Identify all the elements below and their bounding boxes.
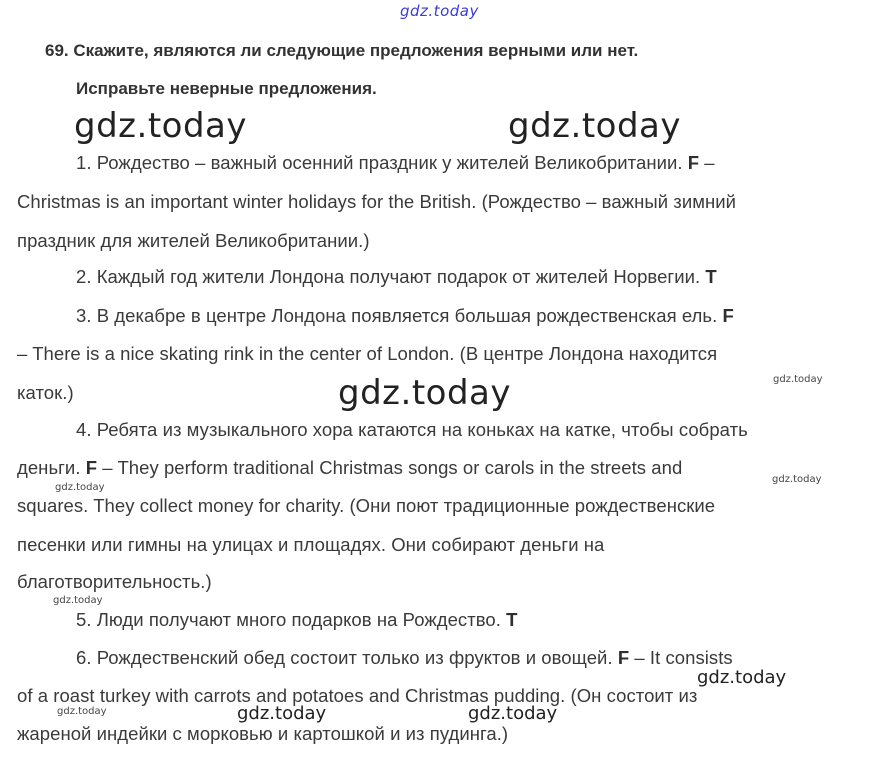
item-2-text: 2. Каждый год жители Лондона получают подарок от жителей Норвегии. (76, 266, 706, 287)
item-4-line-2 (17, 457, 682, 479)
item-1-mark: F (687, 152, 700, 173)
item-6-text: 6. Рождественский обед состоит только из фруктов и овощей. (76, 647, 618, 668)
watermark-small-2: gdz.today (55, 482, 105, 493)
item-6-line-3: жареной индейки с морковью и картошкой и из пудинга.) (17, 723, 509, 744)
watermark-top: gdz.today (400, 2, 479, 20)
item-2-mark: T (705, 266, 717, 287)
item-4-text-end: – They perform traditional Christmas songs or carols in the streets and (97, 457, 683, 478)
item-3-line-1 (76, 305, 734, 327)
item-1-line-1 (76, 152, 715, 174)
item-4-line-5: благотворительность.) (17, 571, 212, 592)
watermark-medium-3: gdz.today (468, 703, 558, 724)
item-4-line-1: 4. Ребята из музыкального хора катаются на коньках на катке, чтобы собрать (76, 419, 748, 440)
watermark-small-1: gdz.today (773, 374, 823, 385)
watermark-medium-2: gdz.today (237, 703, 327, 724)
item-6-line-2: of a roast turkey with carrots and potatoes and Christmas pudding. (Он состоит из (17, 685, 698, 706)
task-number: 69. (45, 41, 69, 60)
item-3-line-2: – There is a nice skating rink in the center of London. (В центре Лондона находится (17, 343, 718, 364)
item-5-line-1 (76, 609, 518, 631)
item-6-mark: F (617, 647, 630, 668)
item-5-text: 5. Люди получают много подарков на Рождество. (76, 609, 507, 630)
task-title: Скажите, являются ли следующие предложения верными или нет. (73, 41, 639, 60)
task-heading-line2: Исправьте неверные предложения. (76, 79, 377, 98)
item-4-mark: F (85, 457, 98, 478)
item-1-line-3: праздник для жителей Великобритании.) (17, 230, 370, 251)
item-3-text: 3. В декабре в центре Лондона появляется большая рождественская ель. (76, 305, 723, 326)
item-1-line-2: Christmas is an important winter holidays for the British. (Рождество – важный зимний (17, 191, 737, 212)
watermark-small-5: gdz.today (57, 706, 107, 717)
item-5-mark: T (506, 609, 518, 630)
watermark-small-3: gdz.today (772, 474, 822, 485)
watermark-large-right: gdz.today (508, 106, 681, 146)
item-6-line-1 (76, 647, 733, 669)
watermark-large-center: gdz.today (338, 373, 511, 413)
watermark-medium-1: gdz.today (697, 667, 787, 688)
task-heading-line1 (45, 41, 638, 61)
item-4-line-3: squares. They collect money for charity. (Они поют традиционные рождественские (17, 495, 716, 516)
item-4-line-4: песенки или гимны на улицах и площадях. Они собирают деньги на (17, 534, 605, 555)
item-6-text-end: – It consists (629, 647, 733, 668)
item-1-dash: – (699, 152, 715, 173)
item-4-text-start: деньги. (17, 457, 86, 478)
watermark-small-4: gdz.today (53, 595, 103, 606)
item-2-line-1 (76, 266, 717, 288)
item-1-text: 1. Рождество – важный осенний праздник у жителей Великобритании. (76, 152, 688, 173)
watermark-large-left: gdz.today (74, 106, 247, 146)
item-3-mark: F (722, 305, 734, 326)
item-3-line-3: каток.) (17, 382, 74, 403)
